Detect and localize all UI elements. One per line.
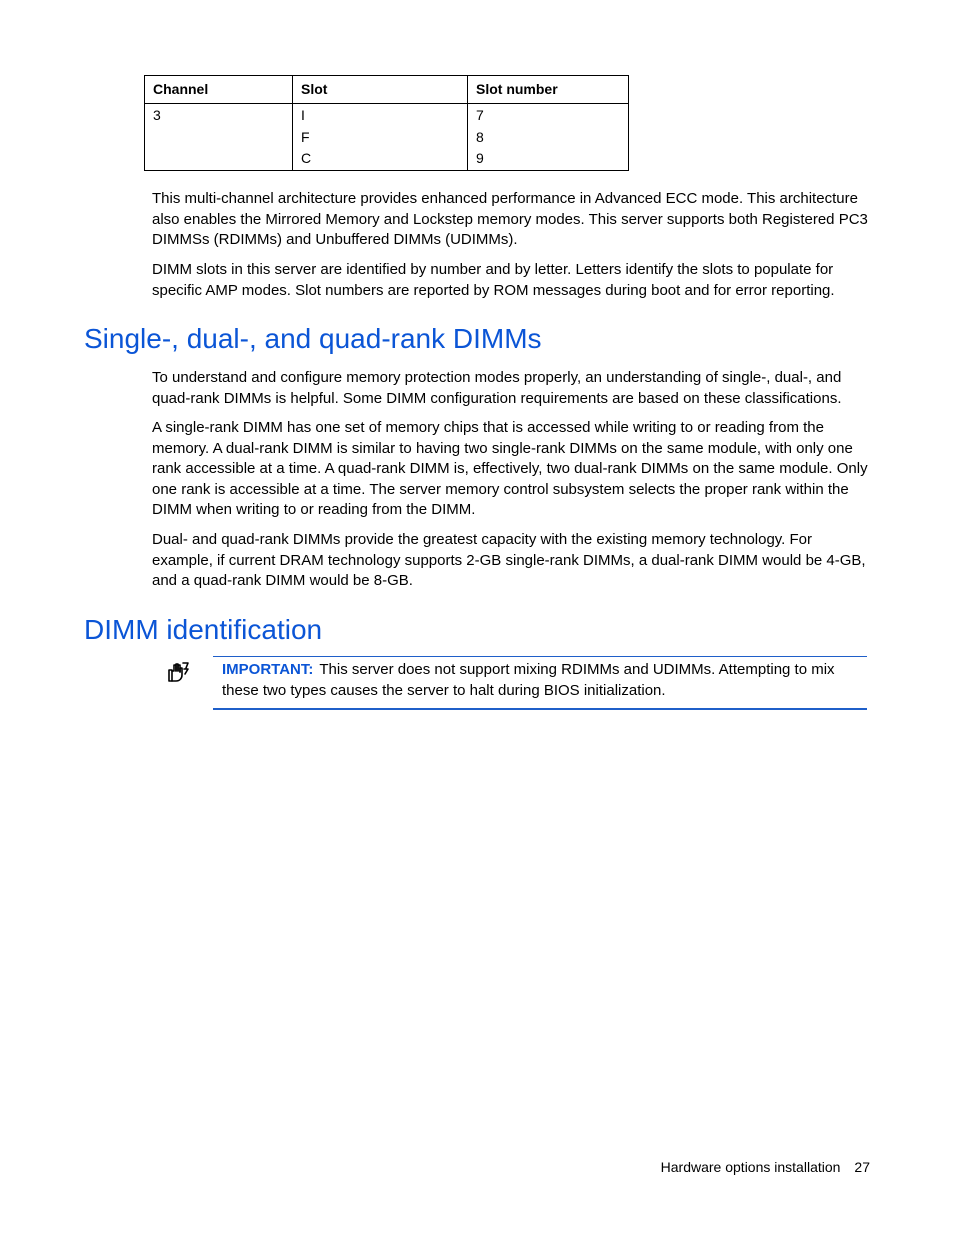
table-header-slot: Slot [293,76,468,104]
table-header-channel: Channel [145,76,293,104]
slot-number-value: 7 [476,107,484,123]
important-note-text-block [222,660,862,701]
table-row [145,104,629,171]
table-header-slot-number: Slot number [468,76,629,104]
table-cell-channel [145,104,293,171]
important-label: IMPORTANT: [222,661,314,678]
channel-value: 3 [153,107,161,123]
table-cell-slot-numbers [468,104,629,171]
paragraph-architecture: This multi-channel architecture provides enhanced performance in Advanced ECC mode. This architecture also enables the Mirrored Memory and Lockstep memory modes. This server supports both Registered PC3 DIMMSs (RDIMMs) and Unbuffered DIMMs (UDIMMs). [152,190,868,248]
table-header-row [145,76,629,104]
slot-value: C [301,150,312,166]
important-hand-icon [166,660,190,684]
important-note-text: This server does not support mixing RDIMMs and UDIMMs. Attempting to mix these two types causes the server to halt during BIOS initialization. [222,661,835,699]
section-heading-dimm-identification: DIMM identification [84,614,323,645]
slot-value: I [301,107,305,123]
paragraph-rank-intro: To understand and configure memory protection modes properly, an understanding of single-, dual-, and quad-rank DIMMs is helpful. Some DIMM configuration requirements are based on these classifications. [152,369,842,407]
slot-number-value: 8 [476,128,484,145]
paragraph-rank-capacity: Dual- and quad-rank DIMMs provide the greatest capacity with the existing memory technology. For example, if current DRAM technology supports 2-GB single-rank DIMMs, a dual-rank DIMM would be 4-GB, and a quad-rank DIMM would be 8-GB. [152,531,866,589]
footer-section-title: Hardware options installation [660,1159,841,1175]
slot-value: F [301,128,310,145]
page-footer [661,1158,870,1176]
page-number: 27 [854,1159,870,1175]
channel-slot-table [144,75,629,171]
paragraph-slot-identification: DIMM slots in this server are identified by number and by letter. Letters identify the slots to populate for specific AMP modes. Slot numbers are reported by ROM messages during boot and for error reporting. [152,261,835,299]
slot-number-value: 9 [476,150,484,166]
table-cell-slots [293,104,468,171]
paragraph-rank-details: A single-rank DIMM has one set of memory chips that is accessed while writing to or reading from the memory. A dual-rank DIMM is similar to having two single-rank DIMMs on the same module, with only one rank accessible at a time. A quad-rank DIMM is, effectively, two dual-rank DIMMs on the same module. Only one rank is accessible at a time. The server memory control subsystem selects the proper rank within the DIMM when writing to or reading from the DIMM. [152,419,868,518]
section-heading-rank-dimms: Single-, dual-, and quad-rank DIMMs [84,323,542,354]
